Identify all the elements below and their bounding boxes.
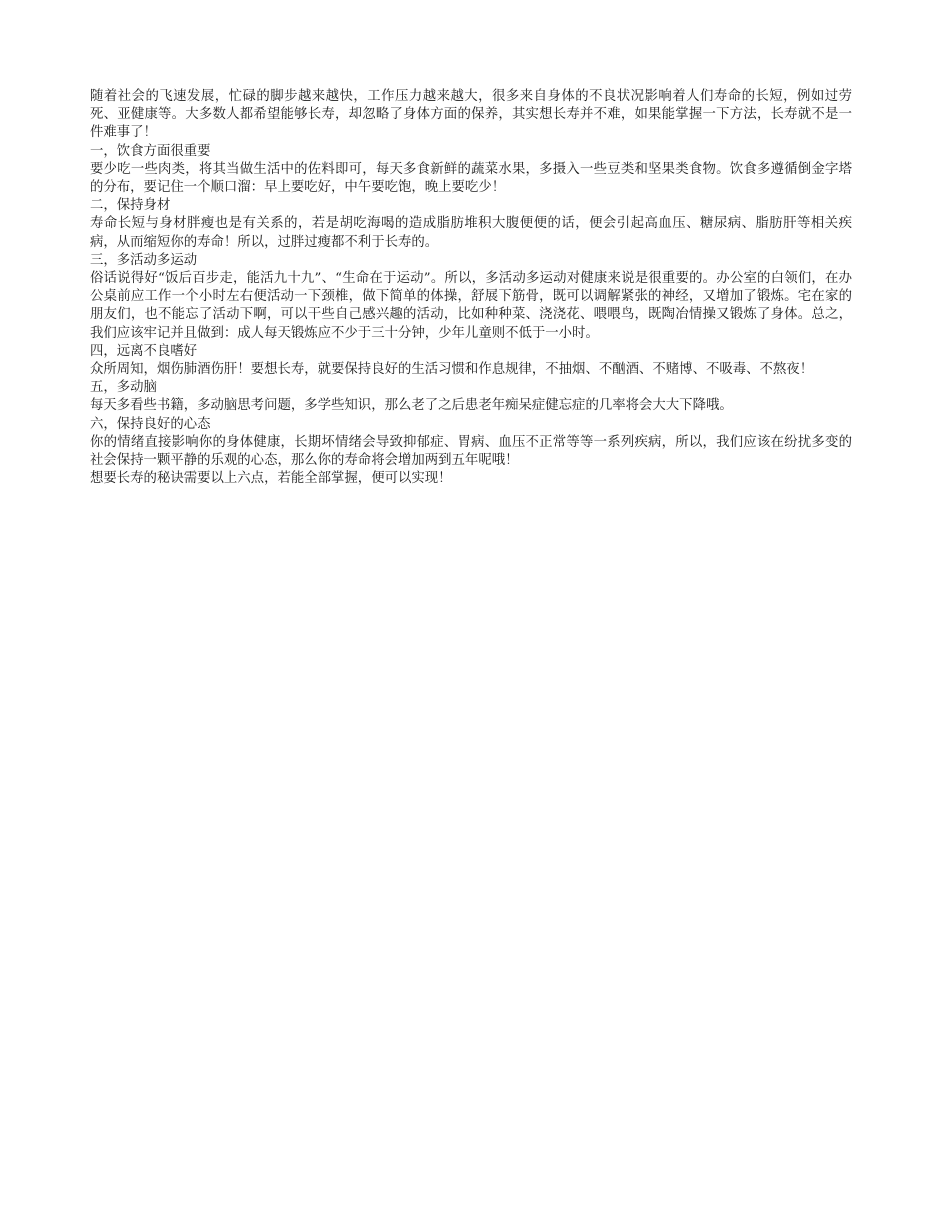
intro-paragraph: 随着社会的飞速发展，忙碌的脚步越来越快，工作压力越来越大，很多来自身体的不良状况影响着人们寿命的长短，例如过劳死、亚健康等。大多数人都希望能够长寿，却忽略了身体方面的保养，其实想长寿并不难，如果能掌握一下方法，长寿就不是一件难事了！: [90, 89, 852, 141]
section-heading-exercise: 三，多活动多运动: [90, 252, 198, 268]
section-heading-habits: 四，远离不良嗜好: [90, 343, 198, 359]
section-heading-mindset: 六，保持良好的心态: [90, 416, 211, 432]
document-body: [90, 88, 852, 488]
section-heading-diet: 一，饮食方面很重要: [90, 143, 211, 159]
section-heading-brain: 五，多动脑: [90, 380, 157, 396]
section-body-brain: 每天多看些书籍，多动脑思考问题，多学些知识，那么老了之后患老年痴呆症健忘症的几率将会大大下降哦。: [90, 398, 733, 414]
conclusion-paragraph: 想要长寿的秘诀需要以上六点，若能全部掌握，便可以实现！: [90, 471, 452, 487]
section-heading-figure: 二，保持身材: [90, 198, 171, 214]
section-body-diet: 要少吃一些肉类，将其当做生活中的佐料即可，每天多食新鲜的蔬菜水果，多摄入一些豆类和坚果类食物。饮食多遵循倒金字塔的分布，要记住一个顺口溜：早上要吃好，中午要吃饱，晚上要吃少！: [90, 161, 852, 196]
section-body-exercise: 俗话说得好“饭后百步走，能活九十九”、“生命在于运动”。所以，多活动多运动对健康来说是很重要的。办公室的白领们，在办公桌前应工作一个小时左右便活动一下颈椎，做下简单的体操，舒展下筋骨，既可以调解紧张的神经，又增加了锻炼。宅在家的朋友们，也不能忘了活动下啊，可以干些自己感兴趣的活动，比如种种菜、浇浇花、喂喂鸟，既陶冶情操又锻炼了身体。总之，我们应该牢记并且做到：成人每天锻炼应不少于三十分钟，少年儿童则不低于一小时。: [90, 271, 852, 341]
section-body-figure: 寿命长短与身材胖瘦也是有关系的，若是胡吃海喝的造成脂肪堆积大腹便便的话，便会引起高血压、糖尿病、脂肪肝等相关疾病，从而缩短你的寿命！所以，过胖过瘦都不利于长寿的。: [90, 216, 852, 250]
section-body-habits: 众所周知，烟伤肺酒伤肝！要想长寿，就要保持良好的生活习惯和作息规律，不抽烟、不酗酒、不赌博、不吸毒、不熬夜！: [90, 362, 814, 378]
section-body-mindset: 你的情绪直接影响你的身体健康，长期坏情绪会导致抑郁症、胃病、血压不正常等等一系列疾病，所以，我们应该在纷扰多变的社会保持一颗平静的乐观的心态，那么你的寿命将会增加两到五年呢哦！: [90, 434, 852, 469]
